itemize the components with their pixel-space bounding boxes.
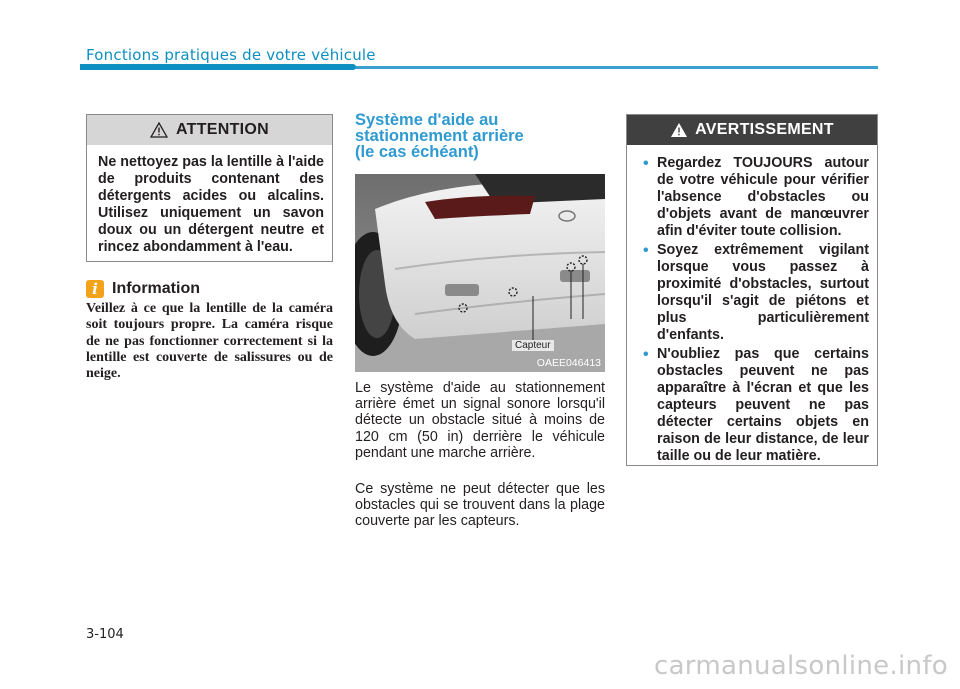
section-paragraph-2: Ce système ne peut détecter que les obstacles qui se trouvent dans la plage couverte par les capteurs. <box>355 481 605 530</box>
information-text: Veillez à ce que la lentille de la caméra soit toujours propre. La caméra risque de ne pas fonctionner correctement si la lentille est couverte de salissures ou de neige. <box>86 301 333 382</box>
page-number: 3-104 <box>86 627 124 642</box>
section-title-line: (le cas échéant) <box>355 143 479 161</box>
info-icon: i <box>86 280 104 298</box>
attention-title: ATTENTION <box>175 121 270 138</box>
car-rear-image <box>355 174 605 372</box>
section-title <box>355 112 605 160</box>
attention-box <box>86 114 333 262</box>
caution-icon <box>150 122 168 138</box>
information-heading <box>86 280 200 298</box>
rear-sensor-illustration <box>355 174 605 372</box>
page-header-title: Fonctions pratiques de votre véhicule <box>86 46 376 64</box>
information-title: Information <box>112 280 200 297</box>
warning-item: • Regardez TOUJOURS autour de votre véhicule pour vérifier l'absence d'obstacles ou d'objets avant de manœuvrer afin d'éviter toute collision. <box>638 155 869 240</box>
warning-box <box>626 114 878 466</box>
section-paragraph-1: Le système d'aide au stationnement arrière émet un signal sonore lorsqu'il détecte un obstacle situé à moins de 120 cm (50 in) derrière le véhicule pendant une marche arrière. <box>355 380 605 461</box>
warning-title: AVERTISSEMENT <box>695 121 834 138</box>
attention-text: Ne nettoyez pas la lentille à l'aide de produits contenant des détergents acides ou alcalins. Utilisez uniquement un savon doux ou un détergent neutre et rincez abondamment à l'eau. <box>98 154 324 255</box>
warning-icon <box>670 122 688 138</box>
sensor-label: Capteur <box>512 340 554 351</box>
header-rule-accent <box>80 64 356 70</box>
section-title-line: Système d'aide au <box>355 111 499 129</box>
section-title-line: stationnement arrière <box>355 127 524 145</box>
warning-item: • N'oubliez pas que certains obstacles peuvent ne pas apparaître à l'écran et que les capteurs peuvent ne pas détecter certains objets en raison de leur distance, de leur taille ou de leur matière. <box>638 346 869 465</box>
warning-header <box>627 115 877 145</box>
watermark: carmanualsonline.info <box>653 651 948 681</box>
attention-header <box>87 115 332 145</box>
figure-code: OAEE046413 <box>536 357 601 369</box>
warning-item: • Soyez extrêmement vigilant lorsque vous passez à proximité d'obstacles, surtout lorsqu'il s'agit de piétons et plus particulièrement d'enfants. <box>638 242 869 344</box>
warning-body <box>627 145 877 477</box>
